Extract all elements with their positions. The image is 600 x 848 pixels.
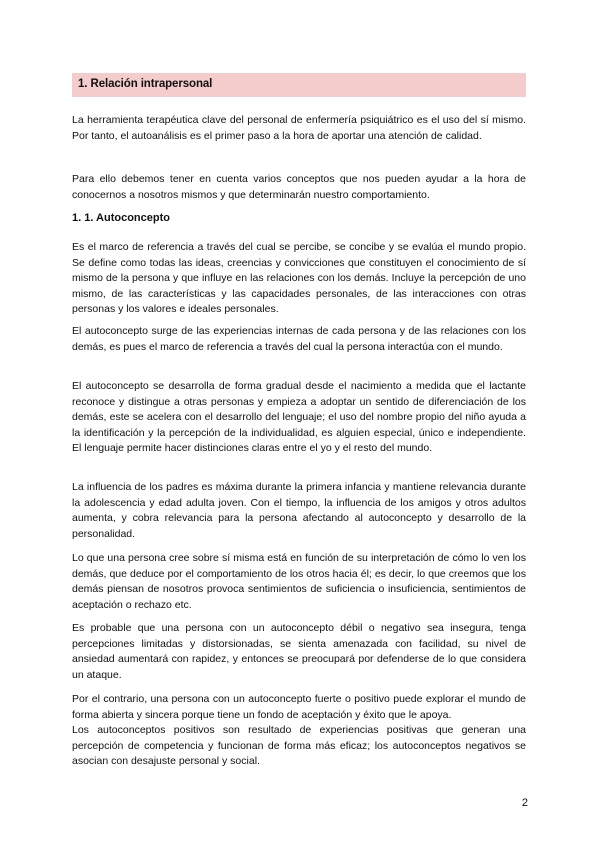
paragraph-8: Los autoconceptos positivos son resultado de experiencias positivas que generan una percepción de competencia y funcionan de forma más eficaz; los autoconceptos negativos se asocian con desajuste personal y social. (72, 724, 526, 767)
paragraph-4: La influencia de los padres es máxima durante la primera infancia y mantiene relevancia durante la adolescencia y edad adulta joven. Con el tiempo, la influencia de los amigos y otros adultos aumenta, y cobra relevancia para la persona afectando al autoconcepto y desarrollo de la personalidad. (72, 481, 526, 540)
paragraph-2: El autoconcepto surge de las experiencias internas de cada persona y de las relaciones con los demás, es pues el marco de referencia a través del cual la persona interactúa con el mundo. (72, 325, 526, 353)
paragraph-5: Lo que una persona cree sobre sí misma está en función de su interpretación de cómo lo ven los demás, que deduce por el comportamiento de los otros hacia él; es decir, lo que creemos que los demás piensan de nosotros provoca sentimientos de suficiencia o insuficiencia, sentimientos de aceptación o rechazo etc. (72, 552, 526, 611)
paragraph-7: Por el contrario, una persona con un autoconcepto fuerte o positivo puede explorar el mundo de forma abierta y sincera porque tiene un fondo de aceptación y éxito que le apoya. (72, 693, 526, 721)
section-heading-band (72, 73, 526, 97)
paragraph-1: Es el marco de referencia a través del cual se percibe, se concibe y se evalúa el mundo propio. Se define como todas las ideas, creencias y convicciones que constituyen el conocimiento de sí mismo de la persona y que influye en las relaciones con los demás. Incluye la percepción de uno mismo, de las características y las capacidades personales, de las interacciones con otras personas y los valores e ideales personales. (72, 241, 526, 315)
page-number: 2 (521, 797, 528, 809)
intro-paragraph-1: La herramienta terapéutica clave del personal de enfermería psiquiátrico es el uso del sí mismo. Por tanto, el autoanálisis es el primer paso a la hora de aportar una atención de calidad. (72, 114, 526, 142)
section-title: 1. Relación intrapersonal (78, 78, 213, 90)
intro-paragraph-2: Para ello debemos tener en cuenta varios conceptos que nos pueden ayudar a la hora de conocernos a nosotros mismos y que determinarán nuestro comportamiento. (72, 173, 526, 201)
subsection-title: 1. 1. Autoconcepto (72, 212, 170, 224)
paragraph-6: Es probable que una persona con un autoconcepto débil o negativo sea insegura, tenga percepciones limitadas y distorsionadas, se sienta amenazada con facilidad, su nivel de ansiedad aumentará con rapidez, y entonces se preocupará por defenderse de lo que considera un ataque. (72, 622, 526, 681)
paragraph-3: El autoconcepto se desarrolla de forma gradual desde el nacimiento a medida que el lactante reconoce y distingue a otras personas y empieza a adoptar un sentido de diferenciación de los demás, este se acelera con el desarrollo del lenguaje; el uso del nombre propio del niño ayuda a la identificación y la percepción de la individualidad, es alguien especial, único e independiente. El lenguaje permite hacer distinciones claras entre el yo y el resto del mundo. (72, 380, 526, 454)
